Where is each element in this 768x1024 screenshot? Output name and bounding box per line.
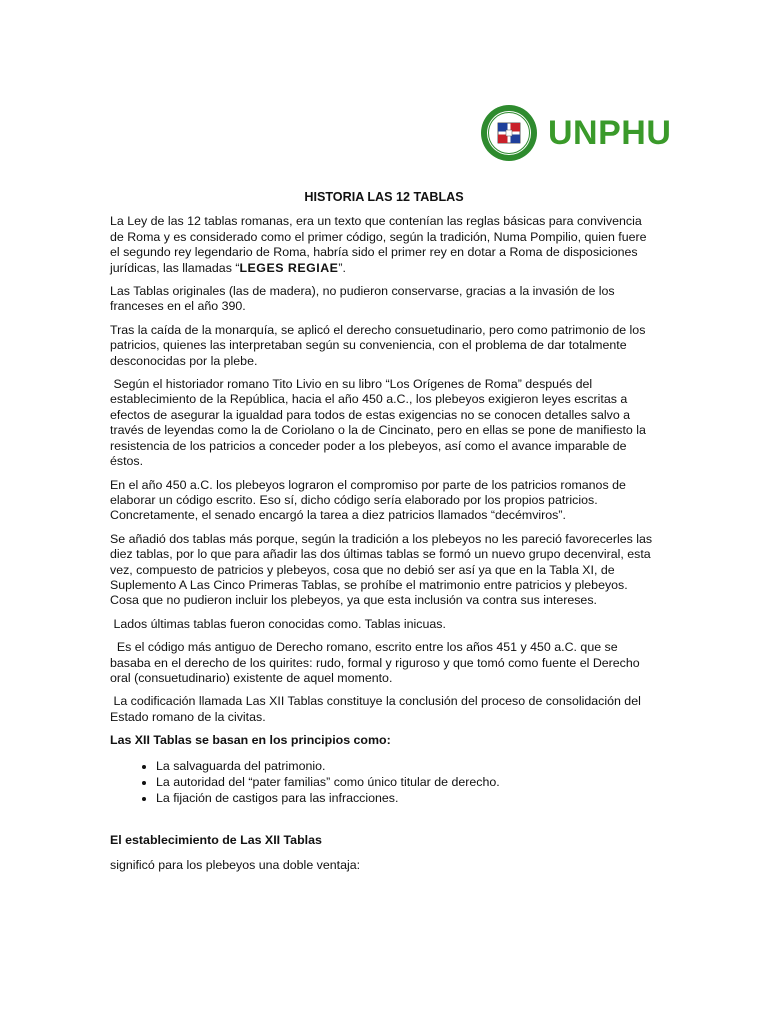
document-body [110,190,658,882]
brand-name: UNPHU [548,113,672,152]
paragraph-1: La Ley de las 12 tablas romanas, era un texto que contenían las reglas básicas para convivencia de Roma y es considerado como el primer código, según la tradición, Numa Pompilio, quien fuere el segundo rey legendario de Roma, habría sido el primer rey en dotar a Roma de disposiciones jurídicas, las llamadas “LEGES REGIAE”. [110,214,647,275]
university-seal-icon [480,104,538,162]
paragraph: Lados últimas tablas fueron conocidas como. Tablas inicuas. [110,616,446,631]
list-item: • La autoridad del “pater familias” como único titular de derecho. [156,775,658,790]
final-line: significó para los plebeyos una doble ventaja: [110,858,361,873]
principles-heading: Las XII Tablas se basan en los principios como: [110,733,391,748]
principles-list [110,759,658,807]
paragraph: En el año 450 a.C. los plebeyos lograron el compromiso por parte de los patricios romanos de elaborar un código escrito. Eso sí, dicho código sería elaborado por los propios patricios. Concretamente, el senado encargó la tarea a diez patricios llamados “decémviros”. [110,477,626,523]
paragraph: Según el historiador romano Tito Livio en su libro “Los Orígenes de Roma” después del establecimiento de la República, hacia el año 450 a.C., los plebeyos exigieron leyes escritas a efectos de asegurar la igualdad para todos de estas exigencias no se conocen detalles salvo a través de leyendas como la de Coriolano o la de Cincinato, pero en ellas se pone de manifiesto la resistencia de los patricios a conceder poder a los plebeyos, así como el avance imparable de éstos. [110,377,650,469]
list-item: • La fijación de castigos para las infracciones. [156,791,658,806]
list-item: • La salvaguarda del patrimonio. [156,759,658,774]
paragraph: La codificación llamada Las XII Tablas constituye la conclusión del proceso de consolidación del Estado romano de la civitas. [110,694,645,724]
paragraph: Las Tablas originales (las de madera), no pudieron conservarse, gracias a la invasión de los franceses en el año 390. [110,284,615,314]
establishment-heading: El establecimiento de Las XII Tablas [110,832,322,847]
unphu-logo [480,104,671,162]
page-title: HISTORIA LAS 12 TABLAS [304,190,464,204]
paragraph: Tras la caída de la monarquía, se aplicó el derecho consuetudinario, pero como patrimonio de los patricios, quienes las interpretaban según su conveniencia, con el problema de dar totalmente desconocidas por la plebe. [110,322,646,368]
paragraph: Se añadió dos tablas más porque, según la tradición a los plebeyos no les pareció favorecerles las diez tablas, por lo que para añadir las dos últimas tablas se formó un nuevo grupo decenviral, esta vez, compuesto de patricios y plebeyos, cosa que no debió ser así ya que en la Tabla XI, de Suplemento A Las Cinco Primeras Tablas, se prohíbe el matrimonio entre patricios y plebeyos. Cosa que no pudieron incluir los plebeyos, ya que esta inclusión va contra sus intereses. [110,531,653,608]
leges-regiae: LEGES REGIAE [239,260,339,275]
paragraph: Es el código más antiguo de Derecho romano, escrito entre los años 451 y 450 a.C. que se basaba en el derecho de los quirites: rudo, formal y riguroso y que tomó como fuente el Derecho oral (consuetudinario) existente de aquel momento. [110,640,644,685]
